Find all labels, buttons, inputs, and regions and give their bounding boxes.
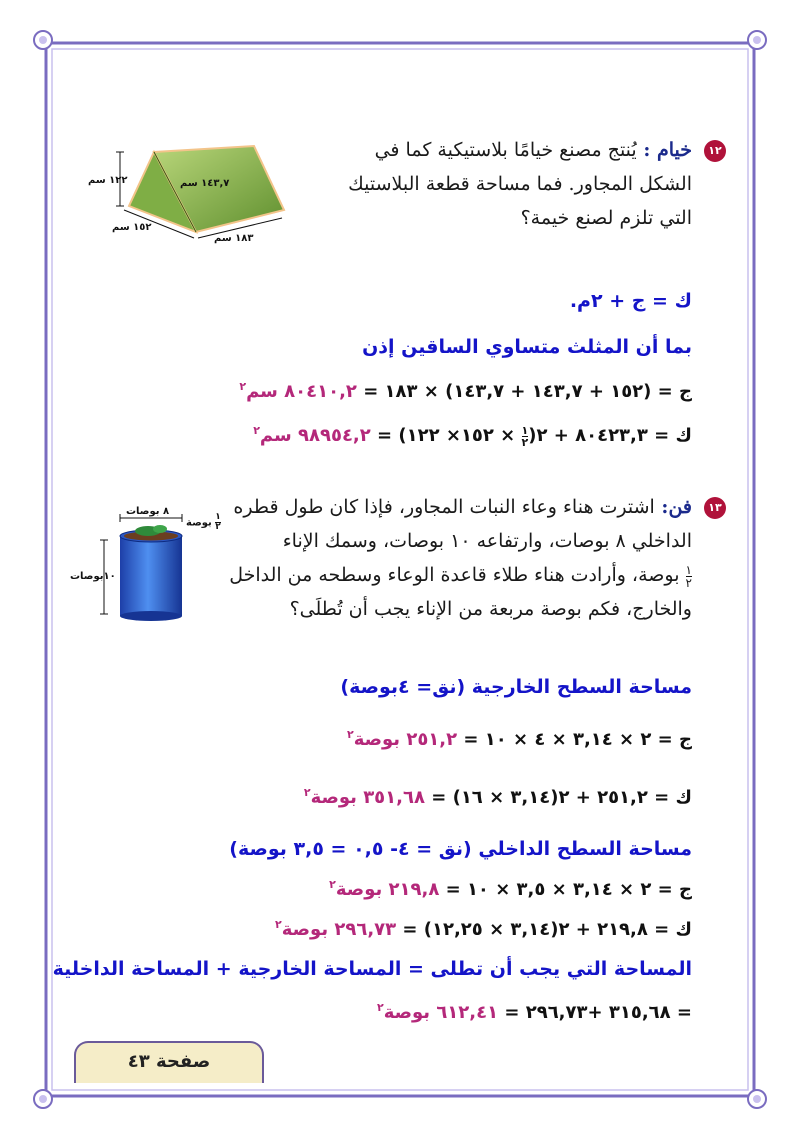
page-number-tab	[74, 1041, 264, 1083]
corner-ornament-top-left	[34, 31, 52, 49]
corner-ornament-top-right	[748, 31, 766, 49]
tent-slant-label: ١٤٣,٧ سم	[180, 178, 230, 189]
pot-height-label: ١٠بوصات	[70, 571, 116, 582]
solution-line: ج = ٢ × ٣,١٤ × ٤ × ١٠ = ٢٥١,٢ بوصة$^٢$	[346, 728, 692, 750]
problem-text-line: التي تلزم لصنع خيمة؟	[520, 207, 692, 229]
problem-text-line: الشكل المجاور. فما مساحة قطعة البلاستيك	[348, 173, 692, 195]
tent-figure	[84, 142, 304, 252]
problem-statement: فن: اشترت هناء وعاء النبات المجاور، فإذا كان طول قطره	[233, 496, 692, 518]
solution-line: ك = ٨٠٤٢٣,٣ + ٢(١ ٢ × ١٥٢× ١٢٢) = ٩٨٩٥٤,٢ سم$^٢$	[253, 423, 692, 449]
solution-line: بما أن المثلث متساوي الساقين إذن	[362, 336, 692, 358]
pot-diameter-label: ٨ بوصات	[126, 506, 170, 517]
problem-number-badge: ١٢	[704, 140, 726, 162]
tent-base-label: ١٥٢ سم	[112, 222, 152, 233]
fraction: ١ ٢	[521, 423, 529, 449]
problem-text-line: ١ ٢ بوصة، وأرادت هناء طلاء قاعدة الوعاء وسطحه من الداخل	[229, 562, 692, 590]
problem-text-line: الداخلي ٨ بوصات، وارتفاعه ١٠ بوصات، وسمك الإناء	[282, 530, 692, 552]
solution-line: ك = ٢٥١,٢ + ٢(٣,١٤ × ١٦) = ٣٥١,٦٨ بوصة$^٢$	[303, 786, 692, 808]
pot-thickness-label: ١ ٢ بوصة	[186, 512, 221, 532]
solution-line: = ٣١٥,٦٨ +٢٩٦,٧٣ = ٦١٢,٤١ بوصة$^٢$	[376, 1001, 692, 1023]
problem-text-line: والخارج، فكم بوصة مربعة من الإناء يجب أن تُطلَى؟	[289, 598, 692, 620]
solution-line: ج = ٢ × ٣,١٤ × ٣,٥ × ١٠ = ٢١٩,٨ بوصة$^٢$	[329, 878, 692, 900]
problem-text-line: يُنتج مصنع خيامًا بلاستيكية كما في	[374, 139, 637, 161]
solution-line: ج = (١٥٢ + ١٤٣,٧ + ١٤٣,٧) × ١٨٣ = ٨٠٤١٠,٢ سم$^٢$	[239, 380, 692, 402]
problem-text-line: اشترت هناء وعاء النبات المجاور، فإذا كان طول قطره	[233, 496, 655, 518]
corner-ornament-bottom-right	[748, 1090, 766, 1108]
problem-statement: خيام : يُنتج مصنع خيامًا بلاستيكية كما في	[374, 139, 692, 161]
corner-ornament-bottom-left	[34, 1090, 52, 1108]
page-number: صفحة ٤٣	[127, 1051, 211, 1072]
solution-heading: المساحة التي يجب أن تطلى = المساحة الخارجية + المساحة الداخلية	[52, 958, 692, 980]
solution-heading: مساحة السطح الداخلي (نق = ٤- ٠,٥ = ٣,٥ بوصة)	[229, 838, 692, 860]
fraction: ١ ٢	[685, 562, 692, 590]
problem-title: خيام	[656, 139, 692, 161]
tent-length-label: ١٨٣ سم	[214, 233, 254, 244]
tent-height-label: ١٢٢ سم	[88, 175, 128, 186]
solution-heading: مساحة السطح الخارجية (نق= ٤بوصة)	[340, 676, 692, 698]
problem-number-badge: ١٣	[704, 497, 726, 519]
solution-line: ك = ٢١٩,٨ + ٢(٣,١٤ × ١٢,٢٥) = ٢٩٦,٧٣ بوصة$^٢$	[275, 918, 692, 940]
solution-line: ك = ج + ٢م.	[569, 290, 692, 312]
problem-title: فن	[668, 496, 692, 518]
